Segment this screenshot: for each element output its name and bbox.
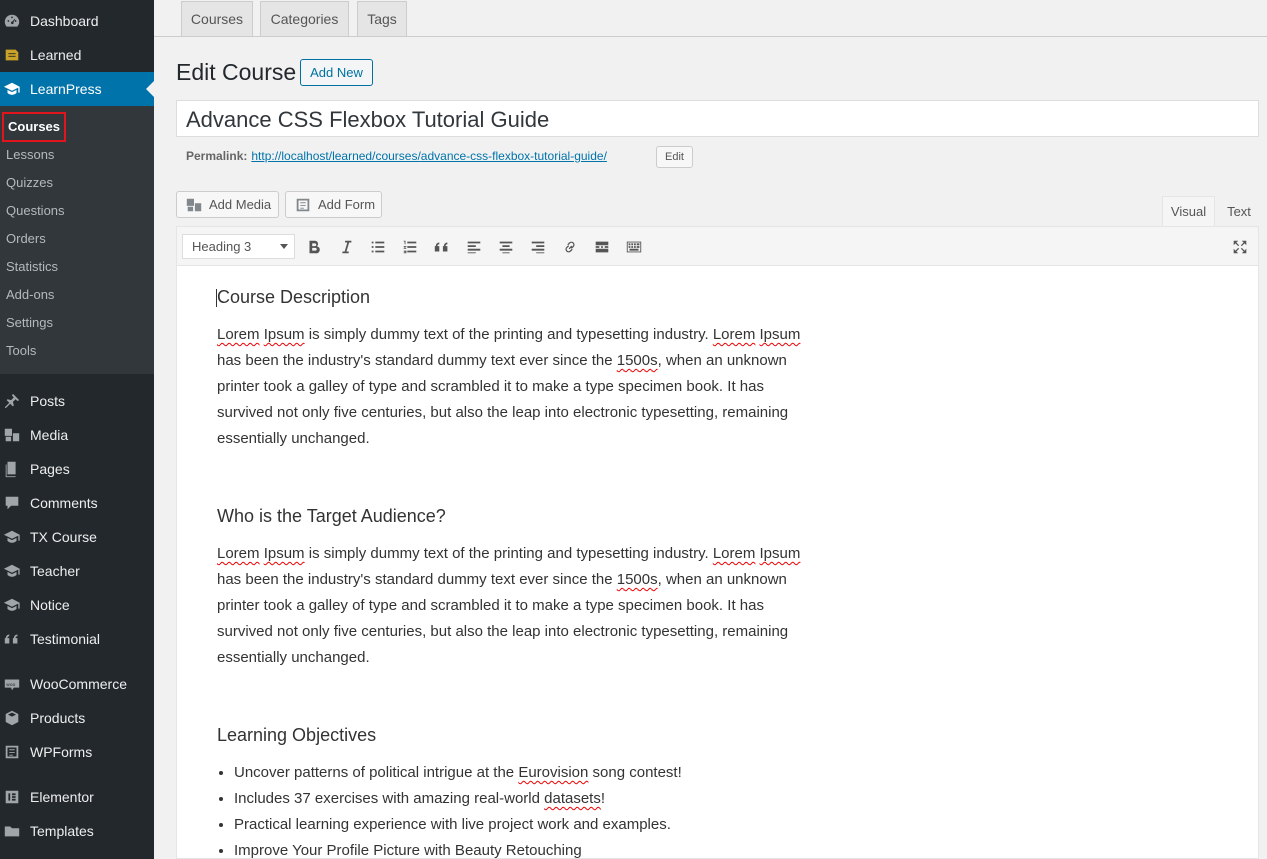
menu-label: Comments <box>30 495 98 511</box>
menu-item-woocommerce[interactable] <box>0 667 154 701</box>
menu-item-notice[interactable] <box>0 588 154 622</box>
italic-icon <box>337 238 355 256</box>
misspelled-word: 1500s <box>616 571 658 588</box>
format-select-value: Heading 3 <box>192 239 252 254</box>
misspelled-word: Lorem <box>712 545 756 562</box>
text-run: Includes 37 exercises with amazing real-world <box>234 790 545 807</box>
menu-label: Templates <box>30 823 94 839</box>
comments-icon <box>3 494 21 512</box>
list-item <box>234 786 817 812</box>
align-right-icon <box>529 238 547 256</box>
menu-label: Learned <box>30 47 82 63</box>
pages-icon <box>3 460 21 478</box>
text-cursor <box>216 289 217 307</box>
misspelled-word: Ipsum <box>759 545 801 562</box>
quote-icon <box>433 238 451 256</box>
add-new-button[interactable]: Add New <box>300 59 373 86</box>
editor-content[interactable] <box>217 287 817 859</box>
svg-text:woo: woo <box>6 682 16 688</box>
list-item: • Improve Your Profile Picture with Beauty Retouching <box>234 838 817 859</box>
heading-course-description: Course Description <box>217 287 371 307</box>
mortarboard-icon <box>3 528 21 546</box>
read-more-icon <box>593 238 611 256</box>
media-icon <box>3 426 21 444</box>
pushpin-icon <box>3 392 21 410</box>
menu-label: Media <box>30 427 69 443</box>
form-icon <box>294 196 312 214</box>
chevron-down-icon <box>280 244 288 249</box>
paragraph-description <box>217 322 802 452</box>
dashboard-icon <box>3 12 21 30</box>
italic-button[interactable] <box>335 236 357 258</box>
format-select[interactable] <box>182 234 295 259</box>
numbered-list-icon <box>401 238 419 256</box>
menu-item-teacher[interactable] <box>0 554 154 588</box>
add-media-button[interactable] <box>176 191 279 218</box>
submenu-add-ons[interactable]: Add-ons <box>6 287 55 302</box>
menu-item-testimonial[interactable] <box>0 622 154 656</box>
submenu-courses[interactable]: Courses <box>2 112 66 142</box>
page-title: Edit Course <box>176 59 297 85</box>
active-menu-arrow <box>146 81 154 97</box>
heading-target-audience: Who is the Target Audience? <box>217 506 446 526</box>
permalink-label: Permalink: <box>186 149 248 163</box>
permalink-trailing: / <box>603 149 607 163</box>
permalink <box>186 149 607 163</box>
paragraph-audience <box>217 541 802 671</box>
align-center-icon <box>497 238 515 256</box>
tab-tags[interactable]: Tags <box>357 1 407 36</box>
align-left-icon <box>465 238 483 256</box>
folder-icon <box>3 822 21 840</box>
add-form-label: Add Form <box>318 197 376 212</box>
text-run: is simply dummy text of the printing and typesetting industry. <box>304 326 713 343</box>
keyboard-icon <box>625 238 643 256</box>
menu-item-tx-course[interactable] <box>0 520 154 554</box>
text-run: , when an unknown printer took a galley of type and scrambled it to make a type specimen book. It has survived not only five centuries, but also the leap into electronic typesetting, remaining essentially unchanged. <box>217 571 789 666</box>
insert-link-button[interactable] <box>559 236 581 258</box>
menu-label: Testimonial <box>30 631 101 647</box>
bold-icon <box>305 238 323 256</box>
fullscreen-icon <box>1231 238 1249 256</box>
menu-item-learnpress[interactable] <box>0 72 154 106</box>
add-media-label: Add Media <box>209 197 272 212</box>
menu-item-learned[interactable] <box>0 38 154 72</box>
misspelled-word: 1500s <box>616 352 658 369</box>
bullet-list-button[interactable] <box>367 236 389 258</box>
menu-label: LearnPress <box>30 81 102 97</box>
list-item <box>234 760 817 786</box>
menu-label: Notice <box>30 597 70 613</box>
menu-item-templates[interactable] <box>0 814 154 848</box>
woo-icon <box>3 675 21 693</box>
menu-label: Dashboard <box>30 13 99 29</box>
toolbar-toggle-button[interactable] <box>623 236 645 258</box>
submenu-questions[interactable]: Questions <box>6 203 65 218</box>
heading-learning-objectives: Learning Objectives <box>217 725 377 745</box>
text-run: is simply dummy text of the printing and typesetting industry. <box>304 545 713 562</box>
post-title-input[interactable]: Advance CSS Flexbox Tutorial Guide <box>176 100 1259 137</box>
menu-item-posts[interactable] <box>0 384 154 418</box>
menu-label: Posts <box>30 393 66 409</box>
tab-text[interactable]: Text <box>1227 203 1251 219</box>
text-run: , when an unknown printer took a galley of type and scrambled it to make a type specimen book. It has survived not only five centuries, but also the leap into electronic typesetting, remaining essentially unchanged. <box>217 352 789 447</box>
add-form-button[interactable] <box>285 191 382 218</box>
text-run: Uncover patterns of political intrigue at the <box>234 764 519 781</box>
misspelled-word: Ipsum <box>263 326 305 343</box>
misspelled-word: Eurovision <box>518 764 589 781</box>
menu-label: Products <box>30 710 86 726</box>
submenu-quizzes[interactable]: Quizzes <box>6 175 53 190</box>
submenu-tools[interactable]: Tools <box>6 343 37 358</box>
mortarboard-icon <box>3 80 21 98</box>
read-more-button[interactable] <box>591 236 613 258</box>
quote-icon <box>3 630 21 648</box>
menu-item-elementor[interactable] <box>0 780 154 814</box>
misspelled-word: Lorem <box>712 326 756 343</box>
content-editor <box>176 226 1259 859</box>
misspelled-word: Lorem <box>217 545 260 562</box>
menu-item-wpforms[interactable] <box>0 735 154 769</box>
misspelled-word: datasets <box>544 790 601 807</box>
text-run: has been the industry's standard dummy text ever since the <box>217 571 617 588</box>
menu-item-products[interactable] <box>0 701 154 735</box>
mortarboard-icon <box>3 562 21 580</box>
text-run: ! <box>600 790 606 807</box>
submenu-orders[interactable]: Orders <box>6 231 46 246</box>
align-left-button[interactable] <box>463 236 485 258</box>
misspelled-word: Ipsum <box>759 326 801 343</box>
box-icon <box>3 709 21 727</box>
misspelled-word: Lorem <box>217 326 260 343</box>
submenu-lessons[interactable]: Lessons <box>6 147 55 162</box>
link-icon <box>561 238 579 256</box>
menu-item-media[interactable] <box>0 418 154 452</box>
text-run: has been the industry's standard dummy text ever since the <box>217 352 617 369</box>
tab-visual[interactable]: Visual <box>1162 196 1215 226</box>
form-icon <box>3 743 21 761</box>
tab-courses[interactable]: Courses <box>181 1 253 36</box>
menu-item-pages[interactable] <box>0 452 154 486</box>
permalink-base: http://localhost/learned/courses/ <box>251 149 421 163</box>
submenu-statistics[interactable]: Statistics <box>6 259 59 274</box>
learnpress-submenu <box>0 106 154 374</box>
fullscreen-button[interactable] <box>1229 236 1251 258</box>
elementor-icon <box>3 788 21 806</box>
blockquote-button[interactable] <box>431 236 453 258</box>
mortarboard-icon <box>3 596 21 614</box>
media-icon <box>185 196 203 214</box>
menu-item-comments[interactable] <box>0 486 154 520</box>
editor-toolbar <box>177 227 1258 266</box>
menu-label: Elementor <box>30 789 94 805</box>
bold-button[interactable] <box>303 236 325 258</box>
edit-slug-button[interactable]: Edit <box>656 146 693 168</box>
align-center-button[interactable] <box>495 236 517 258</box>
bullet-list-icon <box>369 238 387 256</box>
list-item: • Practical learning experience with live project work and examples. <box>234 812 817 838</box>
menu-label: TX Course <box>30 529 97 545</box>
numbered-list-button[interactable] <box>399 236 421 258</box>
tab-divider <box>154 36 1267 37</box>
misspelled-word: Ipsum <box>263 545 305 562</box>
permalink-link[interactable] <box>251 149 607 163</box>
objectives-list <box>217 760 817 859</box>
permalink-slug: advance-css-flexbox-tutorial-guide <box>420 149 604 163</box>
menu-label: WPForms <box>30 744 93 760</box>
align-right-button[interactable] <box>527 236 549 258</box>
submenu-settings[interactable]: Settings <box>6 315 53 330</box>
admin-sidebar <box>0 0 154 859</box>
menu-label: WooCommerce <box>30 676 127 692</box>
learned-icon <box>3 46 21 64</box>
menu-item-dashboard[interactable] <box>0 4 154 38</box>
text-run: song contest! <box>588 764 682 781</box>
menu-label: Teacher <box>30 563 80 579</box>
tab-categories[interactable]: Categories <box>260 1 349 36</box>
menu-label: Pages <box>30 461 70 477</box>
